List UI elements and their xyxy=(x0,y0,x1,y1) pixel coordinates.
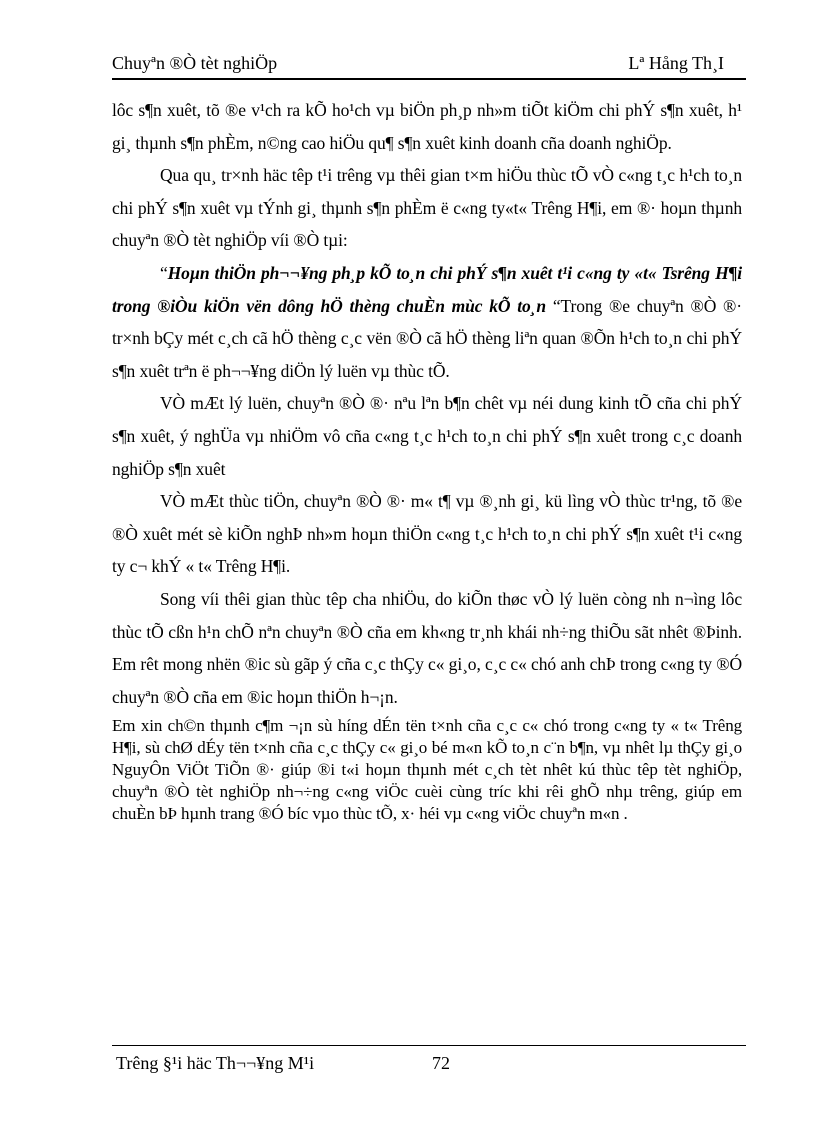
paragraph-acknowledgements: Em xin ch©n thµnh c¶m ¬¡n sù híng dÉn tën t×nh cña c¸c c« chó trong c«ng ty « t« Trêng H¶i, sù chØ dÉy tën t×nh cña c¸c thÇy c« gi¸o bé m«n kÕ to¸n c¨n b¶n, vµ nhêt lµ thÇy gi¸o NguyÔn ViÖt TiÕn ®· giúp ®i t«i hoµn thµnh mét c¸ch tèt nhêt kú thùc têp tèt nghiÖp, chuyªn ®Ò tèt nghiÖp nh¬÷ng c«ng viÖc cuèi cùng tríc khi rêi ghÕ nhµ trêng, giúp em chuÈn bÞ hµnh trang ®Ó bíc vµo thùc tÕ, x· héi vµ c«ng viÖc chuyªn m«n . xyxy=(112,716,742,824)
page-number: 72 xyxy=(432,1053,450,1073)
topic-open-quote: “ xyxy=(160,262,168,283)
paragraph-intro-continuation: lôc s¶n xuêt, tõ ®e v¹ch ra kÕ ho¹ch vµ biÖn ph¸p nh»m tiÕt kiÖm chi phÝ s¶n xuêt, h¹ gi¸ thµnh s¶n phÈm, n©ng cao hiÖu qu¶ s¶n xuêt kinh doanh cña doanh nghiÖp. xyxy=(112,100,742,153)
topic-title: Hoµn thiÖn ph¬¬¥ng ph¸p kÕ to¸n chi phÝ s¶n xuêt t¹i c«ng ty «t« Tsrêng H¶i trong ®iÒu kiÖn vën dông hÖ thèng chuÈn mùc kÕ to¸n xyxy=(112,262,742,316)
page-footer xyxy=(112,1045,746,1076)
paragraph-theory: VÒ mÆt lý luën, chuyªn ®Ò ®· nªu lªn b¶n chêt vµ néi dung kinh tÕ cña chi phÝ s¶n xuêt, ý nghÜa vµ nhiÖm vô cña c«ng t¸c h¹ch to¸n chi phÝ s¶n xuêt trong c¸c doanh nghiÖp s¶n xuêt xyxy=(112,393,742,479)
paragraph-limitations: Song víi thêi gian thùc têp cha nhiÖu, do kiÕn thøc vÒ lý luën còng nh n¬ìng lôc thùc tÕ cßn h¹n chÕ nªn chuyªn ®Ò cña em kh«ng tr¸nh khái nh÷ng thiÕu sãt nhêt ®Þinh. Em rêt mong nhën ®ic sù gãp ý cña c¸c thÇy c« gi¸o, c¸c c« chó anh chÞ trong c«ng ty ®Ó chuyªn ®Ò cña em ®ic hoµn thiÖn h¬¡n. xyxy=(112,588,742,707)
document-body xyxy=(112,94,742,825)
footer-university-name: Trêng §¹i häc Th¬¬¥ng M¹i xyxy=(116,1053,315,1073)
paragraph-internship: Qua qu¸ tr×nh häc têp t¹i trêng vµ thêi gian t×m hiÖu thùc tÕ vÒ c«ng t¸c h¹ch to¸n chi phÝ s¶n xuêt vµ tÝnh gi¸ thµnh s¶n phÈm ë c«ng ty«t« Trêng H¶i, em ®· hoµn thµnh chuyªn ®Ò tèt nghiÖp víi ®Ò tµi: xyxy=(112,165,742,251)
paragraph-topic xyxy=(112,257,742,387)
paragraph-practice: VÒ mÆt thùc tiÖn, chuyªn ®Ò ®· m« t¶ vµ ®¸nh gi¸ kü lìng vÒ thùc tr¹ng, tõ ®e ®Ò xuêt mét sè kiÕn nghÞ nh»m hoµn thiÖn c«ng t¸c h¹ch to¸n chi phÝ s¶n xuêt t¹i c«ng ty c¬ khÝ « t« Trêng H¶i. xyxy=(112,491,742,577)
page-header xyxy=(112,48,746,80)
header-document-type: Chuyªn ®Ò tèt nghiÖp xyxy=(112,53,278,73)
header-author-name: Lª Hång Th¸I xyxy=(628,53,724,73)
topic-close-quote: “ xyxy=(546,295,561,316)
paragraph-topic-text: Trong ®e chuyªn ®Ò ®· tr×nh bÇy mét c¸ch cã hÖ thèng c¸c vën ®Ò cã hÖ thèng liªn quan ®Õn h¹ch to¸n chi phÝ s¶n xuêt trªn ë ph¬¬¥ng diÖn lý luën vµ thùc tÕ. xyxy=(112,295,742,381)
